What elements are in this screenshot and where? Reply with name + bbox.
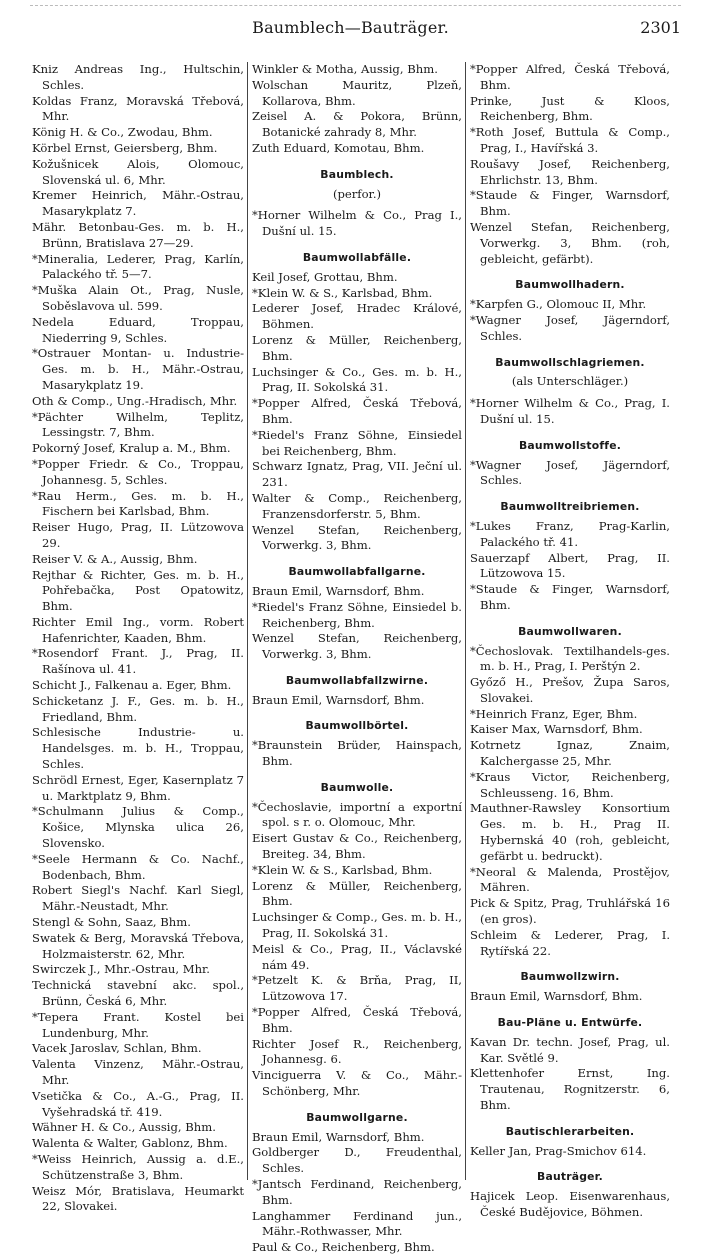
- directory-entry: Richter Josef R., Reichenberg, Johannesg. 6.: [252, 1036, 462, 1067]
- directory-entry: Vinciguerra V. & Co., Mähr.-Schönberg, Mhr.: [252, 1068, 462, 1099]
- directory-entry: *Wagner Josef, Jägerndorf, Schles.: [470, 457, 670, 488]
- section-heading: Baumwollbörtel.: [305, 719, 409, 733]
- directory-entry: *Muška Alain Ot., Prag, Nusle, Soběslavova ul. 599.: [32, 283, 244, 313]
- directory-entry: Zuth Eduard, Komotau, Bhm.: [252, 140, 425, 155]
- directory-entry: *Rosendorf Frant. J., Prag, II. Rašínova ul. 41.: [32, 646, 244, 677]
- top-rule: [30, 5, 681, 6]
- section-heading: Baumblech.: [320, 167, 394, 181]
- directory-entry: *Wagner Josef, Jägerndorf, Schles.: [470, 312, 670, 343]
- directory-entry: Körbel Ernst, Geiersberg, Bhm.: [32, 140, 218, 155]
- directory-entry: Luchsinger & Co., Ges. m. b. H., Prag, II. Sokolská 31.: [252, 364, 462, 395]
- directory-entry: Schleim & Lederer, Prag, I. Rytířská 22.: [470, 927, 670, 958]
- directory-entry: *Mineralia, Lederer, Prag, Karlín, Palackého tř. 5—7.: [32, 251, 244, 282]
- directory-entry: *Petzelt K. & Brňa, Prag, II, Lützowova 17.: [252, 973, 462, 1004]
- directory-entry: Mauthner-Rawsley Konsortium Ges. m. b. H., Prag II. Hybernská 40 (roh, gebleicht, gefärbt u. bedruckt).: [470, 801, 670, 863]
- directory-entry: *Roth Josef, Buttula & Comp., Prag, I., Havířská 3.: [470, 125, 670, 155]
- directory-entry: Schicht J., Falkenau a. Eger, Bhm.: [32, 678, 232, 693]
- directory-entry: Walenta & Walter, Gablonz, Bhm.: [32, 1136, 228, 1151]
- directory-entry: *Riedel's Franz Söhne, Einsiedel bei Reichenberg, Bhm.: [252, 427, 462, 458]
- column-divider: [247, 62, 248, 1180]
- directory-entry: *Popper Alfred, Česká Třebová, Bhm.: [470, 62, 670, 92]
- directory-entry: *Jantsch Ferdinand, Reichenberg, Bhm.: [252, 1177, 462, 1207]
- directory-entry: Prinke, Just & Kloos, Reichenberg, Bhm.: [470, 93, 670, 124]
- column-3: [470, 62, 670, 1219]
- directory-entry: *Popper Friedr. & Co., Troppau, Johannesg. 5, Schles.: [32, 456, 244, 487]
- column-2: [252, 62, 462, 1255]
- directory-entry: Schicketanz J. F., Ges. m. b. H., Friedland, Bhm.: [32, 693, 244, 724]
- directory-entry: *Tepera Frant. Kostel bei Lundenburg, Mhr.: [32, 1009, 244, 1040]
- section-heading: Baumwollabfälle.: [302, 250, 412, 264]
- directory-entry: Győző H., Prešov, Župa Saros, Slovakei.: [470, 675, 670, 705]
- directory-entry: *Staude & Finger, Warnsdorf, Bhm.: [470, 582, 670, 612]
- directory-entry: Lederer Josef, Hradec Králové, Böhmen.: [252, 301, 462, 332]
- section-heading: Baumwollstoffe.: [518, 438, 622, 452]
- directory-entry: *Čechoslavie, importní a exportní spol. s r. o. Olomouc, Mhr.: [252, 799, 462, 830]
- directory-entry: Wenzel Stefan, Reichenberg, Vorwerkg. 3, Bhm. (roh, gebleicht, gefärbt).: [470, 219, 670, 266]
- section-heading: Baumwollwaren.: [518, 624, 622, 638]
- section-subheading: (perfor.): [332, 186, 382, 201]
- directory-entry: Nedela Eduard, Troppau, Niederring 9, Schles.: [32, 314, 244, 345]
- directory-entry: *Horner Wilhelm & Co., Prag, I. Dušní ul. 15.: [470, 396, 670, 426]
- directory-entry: *Neoral & Malenda, Prostějov, Mähren.: [470, 864, 670, 895]
- directory-entry: Richter Emil Ing., vorm. Robert Hafenrichter, Kaaden, Bhm.: [32, 614, 244, 645]
- directory-entry: Schrödl Ernest, Eger, Kasernplatz 7 u. Marktplatz 9, Bhm.: [32, 772, 244, 803]
- section-heading: Baumwollabfallgarne.: [288, 565, 426, 579]
- directory-entry: *Ostrauer Montan- u. Industrie-Ges. m. b. H., Mähr.-Ostrau, Masarykplatz 19.: [32, 346, 244, 392]
- directory-entry: Braun Emil, Warnsdorf, Bhm.: [252, 583, 425, 598]
- directory-entry: Schwarz Ignatz, Prag, VII. Ječní ul. 231.: [252, 459, 462, 490]
- page-header: [0, 18, 701, 44]
- column-divider: [465, 62, 466, 1180]
- section-heading: Baumwollschlagriemen.: [495, 355, 645, 369]
- directory-entry: Roušavy Josef, Reichenberg, Ehrlichstr. 13, Bhm.: [470, 156, 670, 187]
- directory-entry: Kavan Dr. techn. Josef, Prag, ul. Kar. Světlé 9.: [470, 1034, 670, 1065]
- directory-entry: Braun Emil, Warnsdorf, Bhm.: [252, 692, 425, 707]
- directory-entry: Paul & Co., Reichenberg, Bhm.: [252, 1240, 435, 1255]
- directory-entry: *Horner Wilhelm & Co., Prag I., Dušní ul. 15.: [252, 208, 462, 239]
- directory-entry: Sauerzapf Albert, Prag, II. Lützowova 15.: [470, 550, 670, 581]
- directory-entry: Wolschan Mauritz, Plzeň, Kollarova, Bhm.: [252, 77, 462, 108]
- directory-entry: Technická stavební akc. spol., Brünn, Česká 6, Mhr.: [32, 978, 244, 1009]
- directory-entry: Stengl & Sohn, Saaz, Bhm.: [32, 915, 191, 930]
- directory-entry: Kožušnicek Alois, Olomouc, Slovenská ul. 6, Mhr.: [32, 156, 244, 187]
- directory-entry: Luchsinger & Comp., Ges. m. b. H., Prag, II. Sokolská 31.: [252, 910, 462, 941]
- directory-entry: Pick & Spitz, Prag, Truhlářská 16 (en gros).: [470, 896, 670, 927]
- directory-entry: *Klein W. & S., Karlsbad, Bhm.: [252, 862, 433, 877]
- directory-entry: Meisl & Co., Prag, II., Václavské nám 49.: [252, 941, 462, 972]
- directory-entry: *Weiss Heinrich, Aussig a. d.E., Schützenstraße 3, Bhm.: [32, 1151, 244, 1182]
- directory-entry: Keil Josef, Grottau, Bhm.: [252, 269, 398, 284]
- directory-entry: Eisert Gustav & Co., Reichenberg, Breiteg. 34, Bhm.: [252, 831, 462, 862]
- section-heading: Baumwollabfallzwirne.: [285, 673, 429, 687]
- directory-entry: Wähner H. & Co., Aussig, Bhm.: [32, 1120, 216, 1135]
- directory-entry: Keller Jan, Prag-Smichov 614.: [470, 1143, 647, 1158]
- directory-entry: Wenzel Stefan, Reichenberg, Vorwerkg. 3, Bhm.: [252, 631, 462, 662]
- directory-entry: *Popper Alfred, Česká Třebová, Bhm.: [252, 1005, 462, 1035]
- directory-entry: *Čechoslovak. Textilhandels-ges. m. b. H., Prag, I. Perštýn 2.: [470, 643, 670, 674]
- directory-entry: Vsetička & Co., A.-G., Prag, II. Vyšehradská tř. 419.: [32, 1088, 244, 1119]
- directory-entry: Klettenhofer Ernst, Ing. Trautenau, Rognitzerstr. 6, Bhm.: [470, 1066, 670, 1113]
- directory-entry: Kniz Andreas Ing., Hultschin, Schles.: [32, 62, 244, 92]
- section-heading: Bau-Pläne u. Entwürfe.: [497, 1016, 643, 1030]
- directory-entry: *Rau Herm., Ges. m. b. H., Fischern bei Karlsbad, Bhm.: [32, 488, 244, 519]
- directory-entry: Lorenz & Müller, Reichenberg, Bhm.: [252, 332, 462, 363]
- directory-entry: Rejthar & Richter, Ges. m. b. H., Pohřebačka, Post Opatowitz, Bhm.: [32, 567, 244, 614]
- directory-entry: *Staude & Finger, Warnsdorf, Bhm.: [470, 188, 670, 219]
- directory-entry: *Heinrich Franz, Eger, Bhm.: [470, 706, 638, 721]
- directory-entry: Kremer Heinrich, Mähr.-Ostrau, Masarykplatz 7.: [32, 188, 244, 219]
- directory-entry: Mähr. Betonbau-Ges. m. b. H., Brünn, Bratislava 27—29.: [32, 219, 244, 250]
- directory-entry: Kaiser Max, Warnsdorf, Bhm.: [470, 722, 643, 737]
- directory-entry: Hajicek Leop. Eisenwarenhaus, České Budějovice, Böhmen.: [470, 1189, 670, 1219]
- directory-entry: Vacek Jaroslav, Schlan, Bhm.: [32, 1041, 202, 1056]
- directory-entry: Schlesische Industrie- u. Handelsges. m. b. H., Troppau, Schles.: [32, 725, 244, 772]
- directory-entry: *Karpfen G., Olomouc II, Mhr.: [470, 297, 647, 312]
- directory-entry: *Schulmann Julius & Comp., Košice, Mlynska ulica 26, Slovensko.: [32, 804, 244, 851]
- section-heading: Baumwollhadern.: [515, 278, 625, 292]
- directory-entry: Wenzel Stefan, Reichenberg, Vorwerkg. 3, Bhm.: [252, 522, 462, 553]
- section-heading: Baumwollgarne.: [306, 1110, 408, 1124]
- column-1: [32, 62, 244, 1214]
- directory-entry: Lorenz & Müller, Reichenberg, Bhm.: [252, 878, 462, 909]
- directory-entry: Valenta Vinzenz, Mähr.-Ostrau, Mhr.: [32, 1057, 244, 1087]
- directory-entry: *Riedel's Franz Söhne, Einsiedel b. Reichenberg, Bhm.: [252, 599, 462, 630]
- directory-entry: *Braunstein Brüder, Hainspach, Bhm.: [252, 738, 462, 769]
- directory-entry: Walter & Comp., Reichenberg, Franzensdorferstr. 5, Bhm.: [252, 490, 462, 521]
- directory-entry: Winkler & Motha, Aussig, Bhm.: [252, 62, 438, 76]
- directory-entry: *Popper Alfred, Česká Třebová, Bhm.: [252, 396, 462, 426]
- directory-entry: Zeisel A. & Pokora, Brünn, Botanické zahrady 8, Mhr.: [252, 109, 462, 140]
- directory-entry: *Seele Hermann & Co. Nachf., Bodenbach, Bhm.: [32, 851, 244, 882]
- directory-entry: *Pächter Wilhelm, Teplitz, Lessingstr. 7, Bhm.: [32, 409, 244, 440]
- columns: [32, 62, 672, 1255]
- directory-entry: Oth & Comp., Ung.-Hradisch, Mhr.: [32, 393, 238, 408]
- section-heading: Baumwolle.: [320, 780, 394, 794]
- directory-entry: Weisz Mór, Bratislava, Heumarkt 22, Slovakei.: [32, 1183, 244, 1214]
- directory-entry: König H. & Co., Zwodau, Bhm.: [32, 125, 213, 140]
- directory-entry: Reiser Hugo, Prag, II. Lützowova 29.: [32, 520, 244, 550]
- directory-entry: Goldberger D., Freudenthal, Schles.: [252, 1145, 462, 1176]
- directory-entry: Koldas Franz, Moravská Třebová, Mhr.: [32, 93, 244, 124]
- section-subheading: (als Unterschläger.): [511, 374, 629, 389]
- directory-entry: Robert Siegl's Nachf. Karl Siegl, Mähr.-Neustadt, Mhr.: [32, 883, 244, 914]
- directory-entry: Pokorný Josef, Kralup a. M., Bhm.: [32, 441, 231, 456]
- section-heading: Baumwolltreibriemen.: [500, 500, 640, 514]
- directory-entry: Kotrnetz Ignaz, Znaim, Kalchergasse 25, Mhr.: [470, 738, 670, 769]
- page-title: Baumblech—Bauträger.: [252, 18, 449, 37]
- directory-entry: Swatek & Berg, Moravská Třebova, Holzmaisterstr. 62, Mhr.: [32, 930, 244, 961]
- section-heading: Bauträger.: [537, 1170, 603, 1184]
- directory-entry: *Lukes Franz, Prag-Karlin, Palackého tř. 41.: [470, 518, 670, 549]
- directory-entry: Swirczek J., Mhr.-Ostrau, Mhr.: [32, 962, 210, 977]
- directory-entry: *Klein W. & S., Karlsbad, Bhm.: [252, 285, 433, 300]
- directory-entry: *Kraus Victor, Reichenberg, Schleusseng. 16, Bhm.: [470, 769, 670, 800]
- page-number: 2301: [640, 18, 681, 37]
- directory-entry: Reiser V. & A., Aussig, Bhm.: [32, 551, 198, 566]
- directory-entry: Langhammer Ferdinand jun., Mähr.-Rothwasser, Mhr.: [252, 1208, 462, 1239]
- directory-entry: Braun Emil, Warnsdorf, Bhm.: [252, 1129, 425, 1144]
- section-heading: Bautischlerarbeiten.: [505, 1124, 635, 1138]
- directory-entry: Braun Emil, Warnsdorf, Bhm.: [470, 989, 643, 1004]
- section-heading: Baumwollzwirn.: [520, 970, 620, 984]
